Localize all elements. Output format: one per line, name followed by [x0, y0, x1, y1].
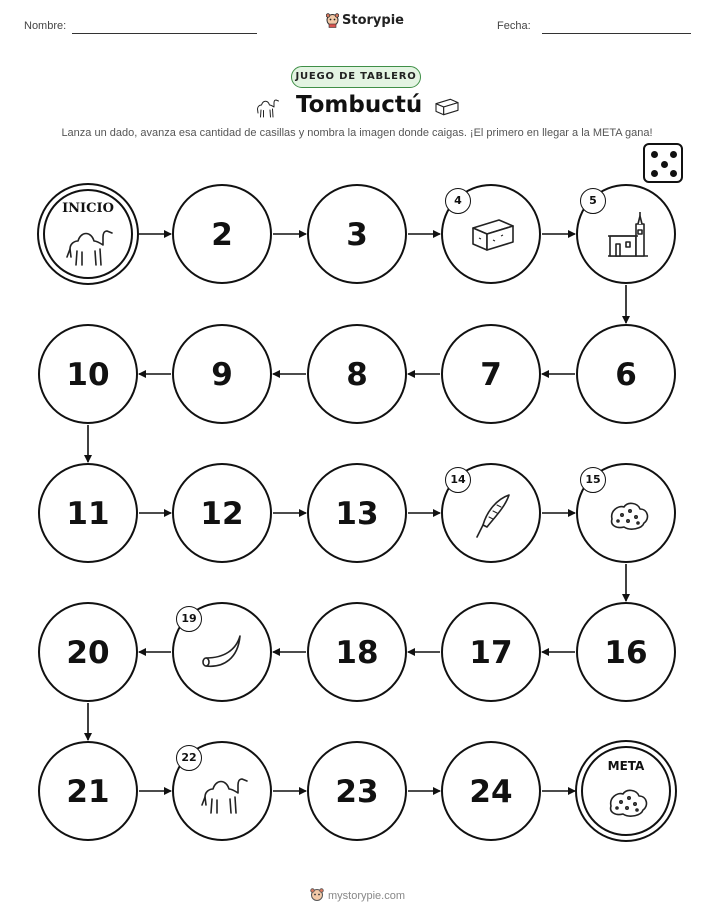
space-number: 23: [335, 774, 379, 810]
start-space: [37, 183, 139, 285]
board-space-5: [576, 184, 676, 284]
board-space-13: [307, 463, 407, 563]
camel-icon: [63, 219, 115, 271]
space-number: 13: [335, 496, 379, 532]
board-space-16: [576, 602, 676, 702]
gold-nugget-icon: [602, 489, 654, 541]
space-number: 8: [346, 357, 368, 393]
footer-url: mystorypie.com: [328, 889, 406, 902]
board-space-22: [172, 741, 272, 841]
game-type-badge: JUEGO DE TABLERO: [291, 66, 421, 88]
gold-nugget-icon: [601, 776, 653, 828]
space-number: 18: [335, 635, 379, 671]
brand-name: Storypie: [342, 13, 404, 28]
instructions: Lanza un dado, avanza esa cantidad de casillas y nombra la imagen donde caigas. ¡El primero en llegar a la META gana!: [61, 127, 653, 139]
space-number: 7: [480, 357, 502, 393]
space-number-badge: 14: [445, 467, 471, 493]
space-number-badge: 22: [176, 745, 202, 771]
camel-icon: [198, 767, 250, 819]
page-title: Tombuctú: [296, 92, 423, 118]
board-space-2: [172, 184, 272, 284]
board-space-17: [441, 602, 541, 702]
board-space-3: [307, 184, 407, 284]
space-number-badge: 19: [176, 606, 202, 632]
board-space-4: [441, 184, 541, 284]
space-number-badge: 4: [445, 188, 471, 214]
board-space-14: [441, 463, 541, 563]
board-space-12: [172, 463, 272, 563]
space-number: 3: [346, 217, 368, 253]
space-number-badge: 15: [580, 467, 606, 493]
board-space-9: [172, 324, 272, 424]
start-label: INICIO: [62, 201, 114, 216]
footer-mascot-icon: [310, 888, 324, 903]
space-number: 12: [200, 496, 244, 532]
board-space-20: [38, 602, 138, 702]
board-space-15: [576, 463, 676, 563]
space-number: 2: [211, 217, 233, 253]
board-space-10: [38, 324, 138, 424]
date-label: Fecha:: [497, 20, 531, 32]
board-space-7: [441, 324, 541, 424]
space-number: 6: [615, 357, 637, 393]
board-space-6: [576, 324, 676, 424]
quill-icon: [467, 489, 519, 541]
name-label: Nombre:: [24, 20, 67, 32]
board-space-11: [38, 463, 138, 563]
space-number: 20: [66, 635, 110, 671]
ivory-tusk-icon: [198, 628, 250, 680]
footer: [310, 888, 405, 903]
space-number: 10: [66, 357, 110, 393]
board-space-8: [307, 324, 407, 424]
finish-label: META: [607, 759, 645, 773]
board-space-21: [38, 741, 138, 841]
board-space-19: [172, 602, 272, 702]
space-number: 21: [66, 774, 110, 810]
mosque-icon: [602, 210, 654, 262]
space-number: 9: [211, 357, 233, 393]
space-number: 24: [469, 774, 513, 810]
space-number-badge: 5: [580, 188, 606, 214]
space-number: 11: [66, 496, 110, 532]
salt-block-icon: [467, 210, 519, 262]
finish-space: [575, 740, 677, 842]
space-number: 16: [604, 635, 648, 671]
board-space-24: [441, 741, 541, 841]
board-space-23: [307, 741, 407, 841]
board-space-18: [307, 602, 407, 702]
space-number: 17: [469, 635, 513, 671]
